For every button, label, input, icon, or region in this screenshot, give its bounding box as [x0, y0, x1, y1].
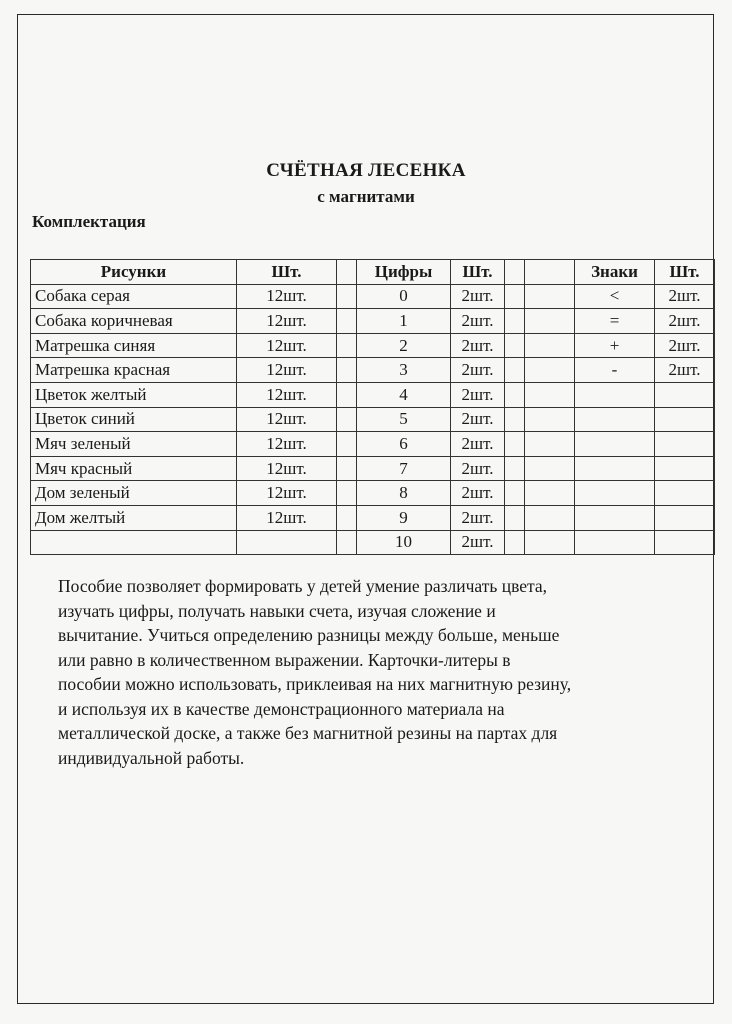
- table-row: [31, 358, 715, 383]
- digit-qty-cell: 2шт.: [451, 284, 505, 309]
- picture-name-cell: Собака серая: [31, 284, 237, 309]
- gap-cell: [505, 407, 525, 432]
- section-label: Комплектация: [32, 212, 146, 231]
- digit-cell: 10: [357, 530, 451, 555]
- picture-qty-cell: 12шт.: [237, 432, 337, 457]
- digit-qty-cell: 2шт.: [451, 456, 505, 481]
- picture-qty-cell: 12шт.: [237, 382, 337, 407]
- digit-cell: 1: [357, 309, 451, 334]
- gap-cell: [337, 358, 357, 383]
- picture-qty-cell: 12шт.: [237, 505, 337, 530]
- gap-cell: [505, 382, 525, 407]
- document-title: СЧЁТНАЯ ЛЕСЕНКА: [266, 160, 466, 181]
- sign-qty-cell: [655, 382, 715, 407]
- table-row: [31, 432, 715, 457]
- header-digits: Цифры: [357, 260, 451, 285]
- sign-cell: -: [575, 358, 655, 383]
- kit-table: [30, 259, 715, 555]
- picture-name-cell: Мяч красный: [31, 456, 237, 481]
- table-row: [31, 407, 715, 432]
- sign-qty-cell: 2шт.: [655, 284, 715, 309]
- digit-cell: 9: [357, 505, 451, 530]
- picture-name-cell: Дом желтый: [31, 505, 237, 530]
- gap-cell: [525, 530, 575, 555]
- picture-name-cell: [31, 530, 237, 555]
- picture-name-cell: Цветок желтый: [31, 382, 237, 407]
- gap-cell: [505, 432, 525, 457]
- sign-qty-cell: [655, 505, 715, 530]
- picture-qty-cell: 12шт.: [237, 456, 337, 481]
- description-line: индивидуальной работы.: [58, 747, 245, 768]
- table-row: [31, 456, 715, 481]
- gap-cell: [337, 456, 357, 481]
- gap-cell: [337, 333, 357, 358]
- header-gap: [337, 260, 357, 285]
- digit-cell: 4: [357, 382, 451, 407]
- table-row: [31, 284, 715, 309]
- description-line: вычитание. Учиться определению разницы между больше, меньше: [58, 625, 560, 645]
- digit-cell: 3: [357, 358, 451, 383]
- gap-cell: [337, 382, 357, 407]
- gap-cell: [525, 333, 575, 358]
- table-header-row: [31, 260, 715, 285]
- gap-cell: [525, 358, 575, 383]
- digit-qty-cell: 2шт.: [451, 481, 505, 506]
- sign-qty-cell: 2шт.: [655, 309, 715, 334]
- header-signs-qty: Шт.: [655, 260, 715, 285]
- picture-qty-cell: 12шт.: [237, 481, 337, 506]
- sign-qty-cell: [655, 407, 715, 432]
- digit-cell: 2: [357, 333, 451, 358]
- digit-cell: 6: [357, 432, 451, 457]
- header-digits-qty: Шт.: [451, 260, 505, 285]
- picture-qty-cell: 12шт.: [237, 358, 337, 383]
- gap-cell: [505, 284, 525, 309]
- document-subtitle: с магнитами: [317, 187, 415, 206]
- sign-qty-cell: [655, 456, 715, 481]
- gap-cell: [337, 481, 357, 506]
- gap-cell: [337, 432, 357, 457]
- table-row: [31, 530, 715, 555]
- picture-name-cell: Собака коричневая: [31, 309, 237, 334]
- header-gap: [525, 260, 575, 285]
- digit-cell: 8: [357, 481, 451, 506]
- gap-cell: [525, 505, 575, 530]
- sign-cell: [575, 382, 655, 407]
- header-gap: [505, 260, 525, 285]
- gap-cell: [505, 358, 525, 383]
- picture-name-cell: Мяч зеленый: [31, 432, 237, 457]
- digit-qty-cell: 2шт.: [451, 432, 505, 457]
- table-row: [31, 333, 715, 358]
- gap-cell: [337, 505, 357, 530]
- digit-qty-cell: 2шт.: [451, 333, 505, 358]
- sign-qty-cell: [655, 530, 715, 555]
- gap-cell: [505, 333, 525, 358]
- sign-cell: [575, 407, 655, 432]
- picture-qty-cell: 12шт.: [237, 407, 337, 432]
- description-line: изучать цифры, получать навыки счета, изучая сложение и: [58, 600, 496, 621]
- sign-qty-cell: 2шт.: [655, 333, 715, 358]
- digit-qty-cell: 2шт.: [451, 530, 505, 555]
- gap-cell: [337, 309, 357, 334]
- digit-qty-cell: 2шт.: [451, 407, 505, 432]
- digit-qty-cell: 2шт.: [451, 358, 505, 383]
- digit-cell: 0: [357, 284, 451, 309]
- header-pictures: Рисунки: [31, 260, 237, 285]
- digit-cell: 7: [357, 456, 451, 481]
- gap-cell: [525, 432, 575, 457]
- sign-cell: =: [575, 309, 655, 334]
- sign-qty-cell: [655, 432, 715, 457]
- sign-qty-cell: [655, 481, 715, 506]
- picture-name-cell: Матрешка синяя: [31, 333, 237, 358]
- sign-cell: [575, 432, 655, 457]
- description-line: или равно в количественном выражении. Карточки-литеры в: [58, 649, 511, 670]
- header-pictures-qty: Шт.: [237, 260, 337, 285]
- gap-cell: [505, 530, 525, 555]
- gap-cell: [525, 382, 575, 407]
- description-line: металлической доске, а также без магнитной резины на партах для: [58, 723, 558, 743]
- gap-cell: [525, 284, 575, 309]
- description-line: и используя их в качестве демонстрационного материала на: [58, 698, 505, 719]
- sign-cell: [575, 530, 655, 555]
- sign-cell: [575, 505, 655, 530]
- digit-qty-cell: 2шт.: [451, 505, 505, 530]
- sign-cell: <: [575, 284, 655, 309]
- table-row: [31, 309, 715, 334]
- sign-cell: +: [575, 333, 655, 358]
- picture-qty-cell: 12шт.: [237, 284, 337, 309]
- table-row: [31, 481, 715, 506]
- digit-qty-cell: 2шт.: [451, 382, 505, 407]
- picture-qty-cell: 12шт.: [237, 309, 337, 334]
- header-signs: Знаки: [575, 260, 655, 285]
- gap-cell: [525, 481, 575, 506]
- gap-cell: [505, 505, 525, 530]
- table-row: [31, 505, 715, 530]
- gap-cell: [337, 407, 357, 432]
- gap-cell: [337, 530, 357, 555]
- gap-cell: [337, 284, 357, 309]
- picture-name-cell: Цветок синий: [31, 407, 237, 432]
- description-line: Пособие позволяет формировать у детей умение различать цвета,: [58, 576, 548, 596]
- picture-name-cell: Дом зеленый: [31, 481, 237, 506]
- picture-qty-cell: [237, 530, 337, 555]
- sign-cell: [575, 456, 655, 481]
- picture-name-cell: Матрешка красная: [31, 358, 237, 383]
- gap-cell: [505, 481, 525, 506]
- table-row: [31, 382, 715, 407]
- digit-qty-cell: 2шт.: [451, 309, 505, 334]
- sign-qty-cell: 2шт.: [655, 358, 715, 383]
- digit-cell: 5: [357, 407, 451, 432]
- gap-cell: [525, 456, 575, 481]
- gap-cell: [525, 309, 575, 334]
- description-line: пособии можно использовать, приклеивая на них магнитную резину,: [58, 674, 572, 694]
- picture-qty-cell: 12шт.: [237, 333, 337, 358]
- sign-cell: [575, 481, 655, 506]
- description-paragraph: [58, 574, 708, 770]
- gap-cell: [505, 456, 525, 481]
- gap-cell: [525, 407, 575, 432]
- gap-cell: [505, 309, 525, 334]
